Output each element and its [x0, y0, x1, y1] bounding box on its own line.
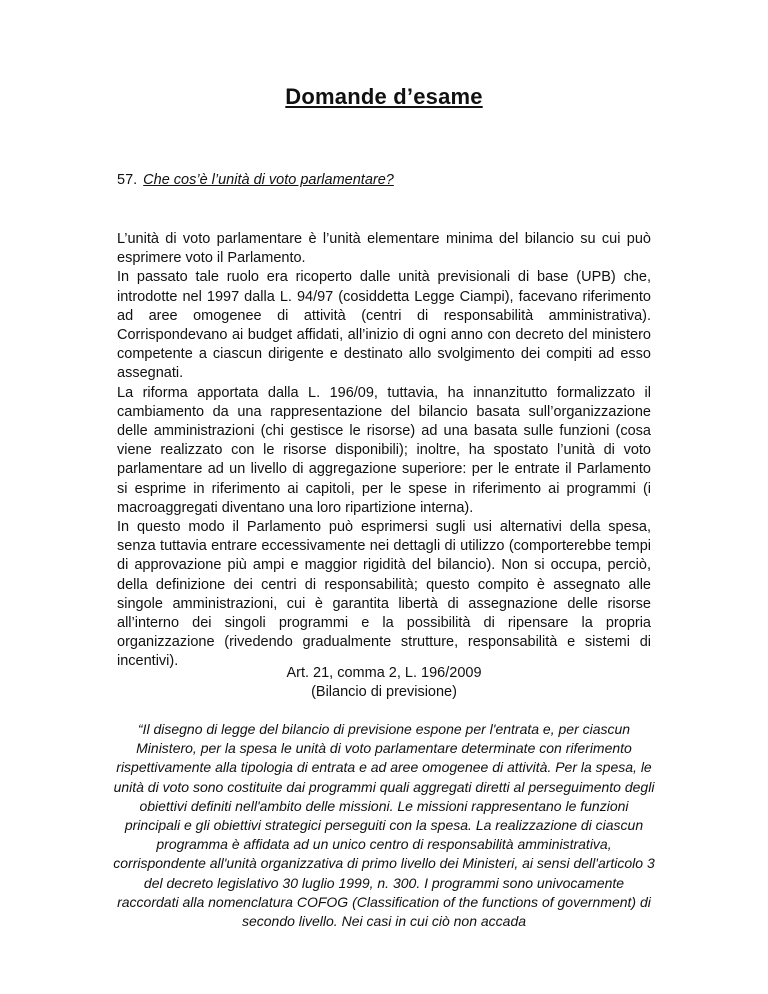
citation-reference: Art. 21, comma 2, L. 196/2009 — [286, 665, 482, 681]
law-quote — [112, 720, 656, 931]
paragraph: La riforma apportata dalla L. 196/09, tuttavia, ha innanzitutto formalizzato il cambiamento da una rappresentazione del bilancio basata sull’organizzazione delle amministrazioni (chi gestisce le risorse) ad una basata sulle funzioni (cosa viene realizzato con le risorse disponibili); inoltre, ha spostato l’unità di voto parlamentare ad un livello di aggregazione superiore: per le entrate il Parlamento si esprime in riferimento ai capitoli, per le spese in riferimento ai programmi (i macroaggregati diventano una loro ripartizione interna). — [117, 384, 651, 516]
page-title: Domande d’esame — [285, 84, 483, 109]
question-number: 57. — [117, 172, 138, 188]
paragraph: L’unità di voto parlamentare è l’unità elementare minima del bilancio su cui può esprimere voto il Parlamento. — [117, 231, 651, 267]
law-citation — [117, 664, 651, 702]
paragraph: In passato tale ruolo era ricoperto dalle unità previsionali di base (UPB) che, introdotte nel 1997 dalla L. 94/97 (cosiddetta Legge Ciampi), facevano riferimento ad aree omogenee di attività (centri di responsabilità amministrativa). Corrispondevano ai budget affidati, all’inizio di ogni anno con decreto del ministero competente a ciascun dirigente e destinato allo svolgimento dei compiti ad esso assegnati. — [117, 269, 651, 382]
quote-text: “Il disegno di legge del bilancio di previsione espone per l'entrata e, per ciascun Ministero, per la spesa le unità di voto parlamentare determinate con riferimento rispettivamente alla tipologia di entrata e ad aree omogenee di attività. Per la spesa, le unità di voto sono costituite dai programmi quali aggregati diretti al perseguimento degli obiettivi definiti nell'ambito delle missioni. Le missioni rappresentano le funzioni principali e gli obiettivi strategici perseguiti con la spesa. La realizzazione di ciascun programma è affidata ad un unico centro di responsabilità amministrativa, corrispondente all'unità organizzativa di primo livello dei Ministeri, ai sensi dell'articolo 3 del decreto legislativo 30 luglio 1999, n. 300. I programmi sono univocamente raccordati alla nomenclatura COFOG (Classification of the functions of government) di secondo livello. Nei casi in cui ciò non accada — [113, 721, 655, 930]
paragraph: In questo modo il Parlamento può esprimersi sugli usi alternativi della spesa, senza tuttavia entrare eccessivamente nei dettagli di utilizzo (comporterebbe tempi di approvazione più ampi e maggior rigidità del bilancio). Non si occupa, perciò, della definizione dei centri di responsabilità; questo compito è assegnato alle singole amministrazioni, cui è garantita libertà di assegnazione delle risorse all’interno dei singoli programmi e la possibilità di ripensare la propria organizzazione (rivedendo gradualmente strutture, responsabilità e sistemi di incentivi). — [117, 519, 651, 670]
answer-body — [117, 230, 651, 672]
question-heading — [117, 172, 394, 188]
citation-subtitle: (Bilancio di previsione) — [311, 684, 457, 701]
question-text: Che cos’è l’unità di voto parlamentare? — [143, 172, 394, 188]
